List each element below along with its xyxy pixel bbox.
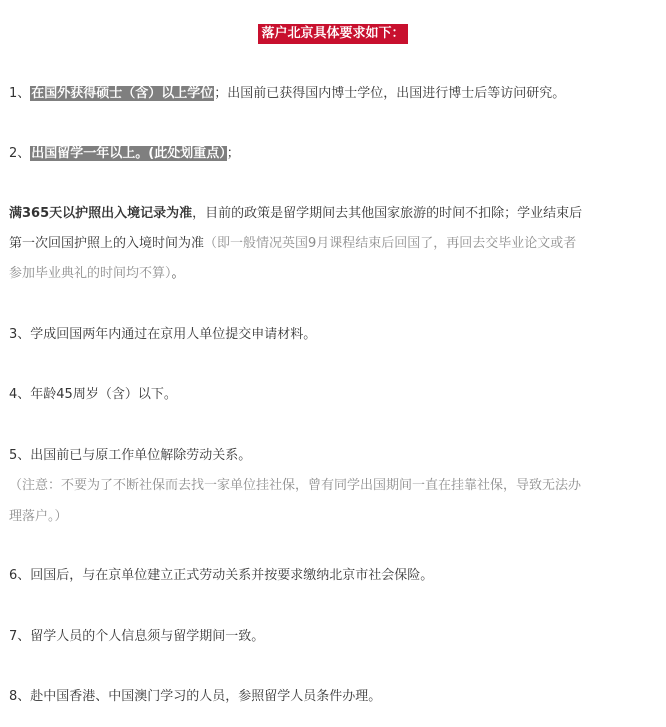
page-title: 落户北京具体要求如下： bbox=[258, 24, 407, 44]
requirement-1-text: ；出国前已获得国内博士学位，出国进行博士后等访问研究。 bbox=[214, 86, 566, 101]
requirement-1-highlight: 在国外获得硕士（含）以上学位 bbox=[31, 86, 214, 101]
detail-line-2-text: 第一次回国护照上的入境时间为准 bbox=[9, 236, 205, 251]
detail-bold-text: 满365天以护照出入境记录为准 bbox=[9, 206, 193, 221]
requirement-2 bbox=[9, 144, 240, 164]
requirement-2-text: ； bbox=[226, 146, 240, 161]
requirement-8: 8、赴中国香港、中国澳门学习的人员，参照留学人员条件办理。 bbox=[9, 689, 382, 704]
note-line-1: （注意：不要为了不断社保而去找一家单位挂社保，曾有同学出国期间一直在挂靠社保，导致无法办 bbox=[9, 478, 582, 493]
detail-line-1-text: ，目前的政策是留学期间去其他国家旅游的时间不扣除；学业结束后 bbox=[192, 206, 583, 221]
requirement-5: 5、出国前已与原工作单位解除劳动关系。 bbox=[9, 448, 252, 463]
requirement-4: 4、年龄45周岁（含）以下。 bbox=[9, 387, 177, 402]
requirement-2-highlight: 出国留学一年以上。(此处划重点） bbox=[31, 146, 226, 161]
requirement-7: 7、留学人员的个人信息须与留学期间一致。 bbox=[9, 629, 265, 644]
note-line-2: 理落户。） bbox=[9, 509, 68, 524]
detail-line-3-grey: 参加毕业典礼的时间均不算） bbox=[9, 266, 172, 281]
requirement-6: 6、回国后，与在京单位建立正式劳动关系并按要求缴纳北京市社会保险。 bbox=[9, 568, 434, 583]
detail-line-2-grey: （即一般情况英国9月课程结束后回国了，再回去交毕业论文或者 bbox=[204, 236, 577, 251]
requirement-1-number: 1、 bbox=[9, 86, 31, 101]
requirement-1 bbox=[9, 84, 565, 104]
detail-line-2 bbox=[9, 234, 576, 254]
detail-line-3-end: 。 bbox=[171, 266, 185, 281]
detail-line-1 bbox=[9, 204, 582, 224]
requirement-2-number: 2、 bbox=[9, 146, 31, 161]
requirement-3: 3、学成回国两年内通过在京用人单位提交申请材料。 bbox=[9, 327, 317, 342]
title-row bbox=[0, 24, 666, 44]
detail-line-3 bbox=[9, 264, 185, 284]
